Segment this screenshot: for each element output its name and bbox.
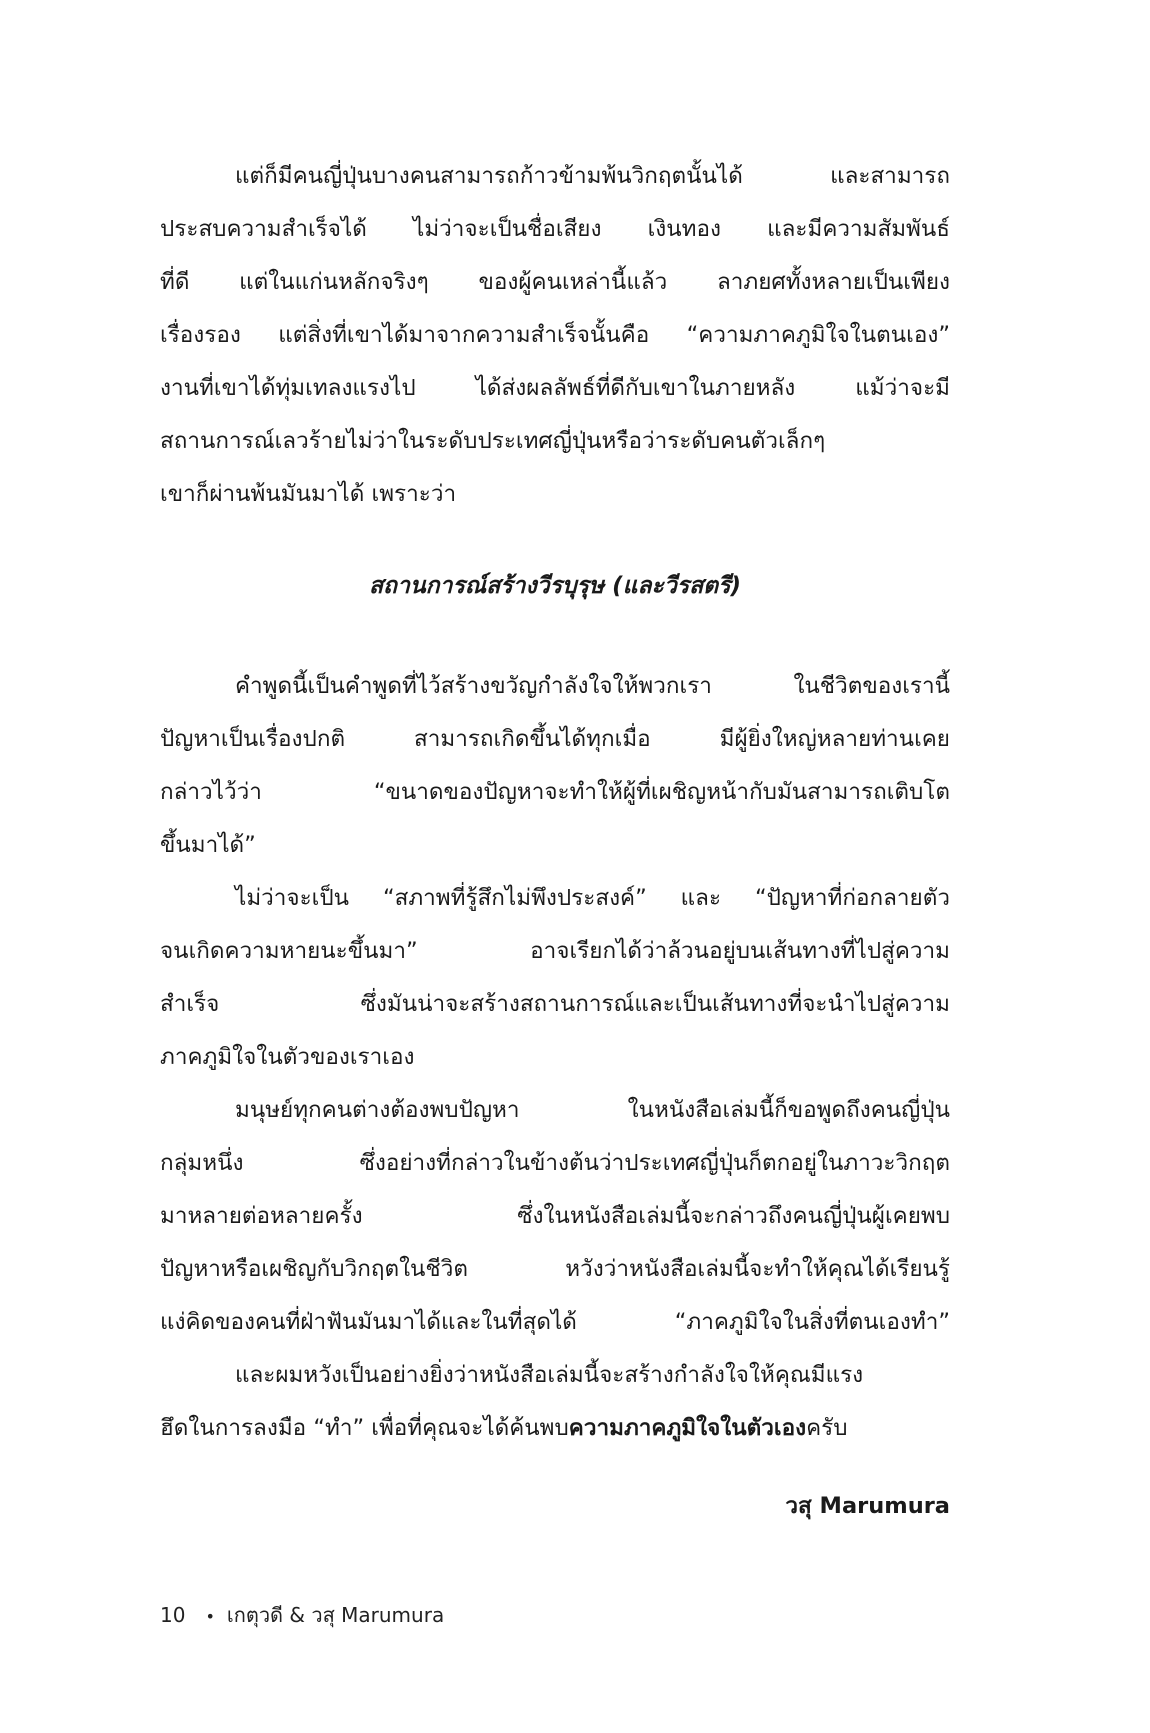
paragraph-line: เขาก็ผ่านพ้นมันมาได้ เพราะว่า xyxy=(160,481,457,507)
paragraph-line: ปัญหาหรือเผชิญกับวิกฤตในชีวิต หวังว่าหนังสือเล่มนี้จะทำให้คุณได้เรียนรู้ xyxy=(160,1256,950,1282)
section-heading: สถานการณ์สร้างวีรบุรุษ (และวีรสตรี) xyxy=(369,573,741,599)
paragraph-line: ไม่ว่าจะเป็น “สภาพที่รู้สึกไม่พึงประสงค์” และ “ปัญหาที่ก่อกลายตัว xyxy=(235,885,950,911)
running-title: เกตุวดี & วสุ Marumura xyxy=(226,1603,445,1627)
paragraph-line: แต่ก็มีคนญี่ปุ่นบางคนสามารถก้าวข้ามพ้นวิกฤตนั้นได้ และสามารถ xyxy=(235,163,950,189)
closing-text: ฮึดในการลงมือ “ทำ” เพื่อที่คุณจะได้ค้นพบ xyxy=(160,1415,569,1441)
paragraph-5 xyxy=(160,1349,950,1455)
bullet-separator: • xyxy=(205,1606,215,1626)
paragraph-line: กล่าวไว้ว่า “ขนาดของปัญหาจะทำให้ผู้ที่เผชิญหน้ากับมันสามารถเติบโต xyxy=(160,779,950,805)
paragraph-line: ประสบความสำเร็จได้ ไม่ว่าจะเป็นชื่อเสียง เงินทอง และมีความสัมพันธ์ xyxy=(160,216,950,242)
page-number: 10 xyxy=(160,1603,186,1627)
paragraph-line: ปัญหาเป็นเรื่องปกติ สามารถเกิดขึ้นได้ทุกเมื่อ มีผู้ยิ่งใหญ่หลายท่านเคย xyxy=(160,726,950,752)
paragraph-line: งานที่เขาได้ทุ่มเทลงแรงไป ได้ส่งผลลัพธ์ที่ดีกับเขาในภายหลัง แม้ว่าจะมี xyxy=(160,375,950,401)
emphasis-text: ความภาคภูมิใจในตัวเอง xyxy=(568,1415,807,1441)
paragraph-line xyxy=(160,1402,950,1455)
paragraph-line: มนุษย์ทุกคนต่างต้องพบปัญหา ในหนังสือเล่มนี้ก็ขอพูดถึงคนญี่ปุ่น xyxy=(235,1097,950,1123)
paragraph-line: และผมหวังเป็นอย่างยิ่งว่าหนังสือเล่มนี้จะสร้างกำลังใจให้คุณมีแรง xyxy=(235,1362,864,1388)
paragraph-4 xyxy=(160,1084,950,1349)
paragraph-line: เรื่องรอง แต่สิ่งที่เขาได้มาจากความสำเร็จนั้นคือ “ความภาคภูมิใจในตนเอง” xyxy=(160,322,950,348)
paragraph-line: สำเร็จ ซึ่งมันน่าจะสร้างสถานการณ์และเป็นเส้นทางที่จะนำไปสู่ความ xyxy=(160,991,950,1017)
paragraph-line: จนเกิดความหายนะขึ้นมา” อาจเรียกได้ว่าล้วนอยู่บนเส้นทางที่ไปสู่ความ xyxy=(160,938,950,964)
page-footer xyxy=(160,1600,444,1632)
paragraph-line: มาหลายต่อหลายครั้ง ซึ่งในหนังสือเล่มนี้จะกล่าวถึงคนญี่ปุ่นผู้เคยพบ xyxy=(160,1203,950,1229)
paragraph-2 xyxy=(160,660,950,872)
author-signature: วสุ Marumura xyxy=(785,1493,950,1519)
closing-suffix: ครับ xyxy=(806,1415,848,1441)
paragraph-line: แง่คิดของคนที่ฝ่าฟันมันมาได้และในที่สุดได้ “ภาคภูมิใจในสิ่งที่ตนเองทำ” xyxy=(160,1309,950,1335)
paragraph-line: คำพูดนี้เป็นคำพูดที่ไว้สร้างขวัญกำลังใจให้พวกเรา ในชีวิตของเรานี้ xyxy=(235,673,950,699)
paragraph-line: ที่ดี แต่ในแก่นหลักจริงๆ ของผู้คนเหล่านี้แล้ว ลาภยศทั้งหลายเป็นเพียง xyxy=(160,269,950,295)
paragraph-line: สถานการณ์เลวร้ายไม่ว่าในระดับประเทศญี่ปุ่นหรือว่าระดับคนตัวเล็กๆ xyxy=(160,428,826,454)
paragraph-1 xyxy=(160,150,950,521)
paragraph-3 xyxy=(160,872,950,1084)
paragraph-line: ภาคภูมิใจในตัวของเราเอง xyxy=(160,1044,415,1070)
paragraph-line: กลุ่มหนึ่ง ซึ่งอย่างที่กล่าวในข้างต้นว่าประเทศญี่ปุ่นก็ตกอยู่ในภาวะวิกฤต xyxy=(160,1150,950,1176)
paragraph-line: ขึ้นมาได้” xyxy=(160,832,256,858)
